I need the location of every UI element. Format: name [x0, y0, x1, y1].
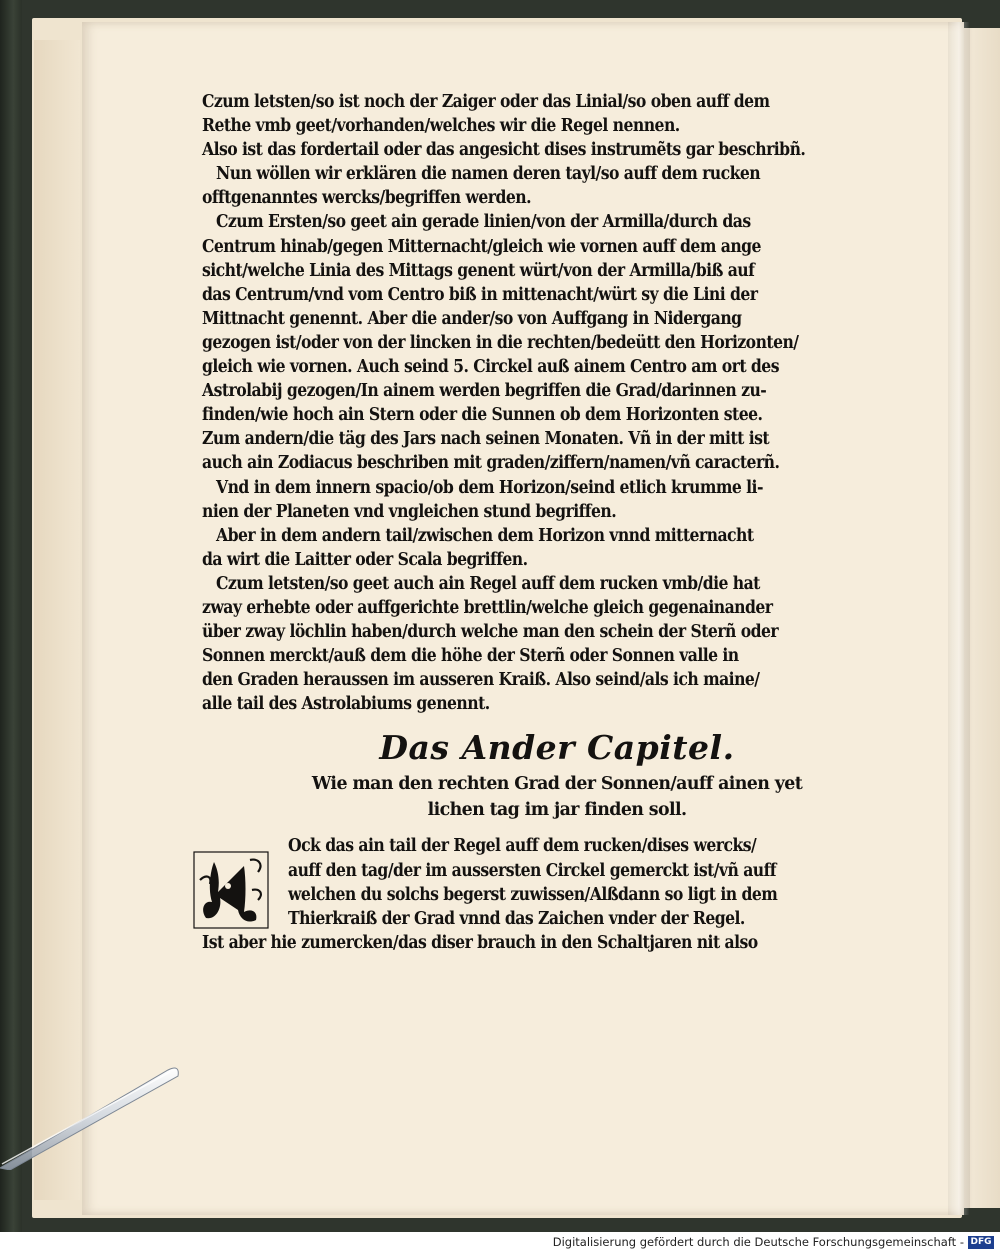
- paragraph-scala: [202, 524, 912, 572]
- text-line: nien der Planeten vnd vngleichen stund begriffen.: [202, 501, 617, 522]
- text-line: Also ist das fordertail oder das angesicht dises instrumẽts gar beschribñ.: [202, 140, 806, 161]
- text-line: Czum Ersten/so geet ain gerade linien/von der Armilla/durch das: [216, 212, 751, 233]
- text-line: zway erhebte oder auffgerichte brettlin/welche gleich gegenainander: [202, 597, 773, 618]
- text-line: gleich wie vornen. Auch seind 5. Circkel auß ainem Centro am ort des: [202, 357, 779, 378]
- page-pointer-tool: [0, 1060, 190, 1170]
- initial-letter: N: [231, 908, 232, 910]
- text-line: auff den tag/der im aussersten Circkel gemerckt ist/vñ auff: [288, 860, 776, 881]
- text-line: auch ain Zodiacus beschriben mit graden/ziffern/namen/vñ caracterñ.: [202, 453, 780, 474]
- text-line: Centrum hinab/gegen Mitternacht/gleich wie vornen auff dem ange: [202, 236, 761, 257]
- chapter-title: Das Ander Capitel.: [379, 728, 735, 768]
- chapter-first-paragraph: [202, 834, 912, 954]
- paragraph-regel: [202, 572, 912, 717]
- text-line: den Graden heraussen im ausseren Kraiß. Also seind/als ich maine/: [202, 670, 760, 691]
- paragraph-spacio: [202, 476, 912, 524]
- text-line: Rethe vmb geet/vorhanden/welches wir die Regel nennen.: [202, 116, 680, 137]
- text-line: finden/wie hoch ain Stern oder die Sunnen ob dem Horizonten stee.: [202, 405, 763, 426]
- page-gutter-shadow: [948, 22, 970, 1215]
- text-line: das Centrum/vnd vom Centro biß in mittenacht/würt sy die Lini der: [202, 284, 758, 305]
- text-line: Czum letsten/so geet auch ain Regel auff dem rucken vmb/die hat: [216, 573, 760, 594]
- paragraph-namen: [202, 162, 912, 210]
- text-line: sicht/welche Linia des Mittags genent würt/von der Armilla/biß auf: [202, 260, 755, 281]
- subtitle-line: lichen tag im jar finden soll.: [427, 800, 687, 821]
- text-line: über zway löchlin haben/durch welche man den schein der Sterñ oder: [202, 622, 779, 643]
- text-line: Ock das ain tail der Regel auff dem rucken/dises wercks/: [288, 836, 757, 857]
- footer-credit: Digitalisierung gefördert durch die Deutsche Forschungsgemeinschaft -: [552, 1235, 964, 1249]
- subtitle-line: Wie man den rechten Grad der Sonnen/auff ainen yet: [311, 774, 803, 795]
- text-line: gezogen ist/oder von der lincken in die rechten/bedeütt den Horizonten/: [202, 332, 799, 353]
- text-line: offtgenanntes wercks/begriffen werden.: [202, 188, 531, 209]
- paragraph-ersten: [202, 210, 912, 475]
- text-line: Sonnen merckt/auß dem die höhe der Sterñ oder Sonnen valle in: [202, 646, 739, 667]
- text-line: alle tail des Astrolabiums genennt.: [202, 694, 490, 715]
- chapter-subtitle: [202, 772, 912, 822]
- text-line: Nun wöllen wir erklären die namen deren tayl/so auff dem rucken: [216, 164, 761, 185]
- footer-bar: [0, 1232, 1000, 1253]
- book-spine-edge: [0, 0, 22, 1232]
- paragraph-zaiger: [202, 90, 912, 162]
- text-line: Aber in dem andern tail/zwischen dem Horizon vnnd mitternacht: [216, 525, 754, 546]
- text-line: da wirt die Laitter oder Scala begriffen.: [202, 549, 528, 570]
- text-line: Vnd in dem innern spacio/ob dem Horizon/seind etlich krumme li-: [216, 477, 763, 498]
- text-line: Mittnacht genennt. Aber die ander/so von Auffgang in Nidergang: [202, 308, 742, 329]
- text-line: Zum andern/die täg des Jars nach seinen Monaten. Vñ in der mitt ist: [202, 429, 770, 450]
- text-line: Thierkraiß der Grad vnnd das Zaichen vnder der Regel.: [288, 908, 745, 929]
- text-line: Ist aber hie zumercken/das diser brauch in den Schaltjaren nit also: [202, 932, 758, 953]
- decorated-initial-n: [192, 850, 270, 930]
- text-line: welchen du solchs begerst zuwissen/Alßdann so ligt in dem: [288, 884, 778, 905]
- text-line: Czum letsten/so ist noch der Zaiger oder das Linial/so oben auff dem: [202, 92, 770, 112]
- page-text-block: [202, 90, 912, 955]
- endpaper-left-strip: [34, 40, 80, 1200]
- dfg-logo: DFG: [968, 1236, 994, 1249]
- text-line: Astrolabij gezogen/In ainem werden begriffen die Grad/darinnen zu-: [202, 381, 767, 402]
